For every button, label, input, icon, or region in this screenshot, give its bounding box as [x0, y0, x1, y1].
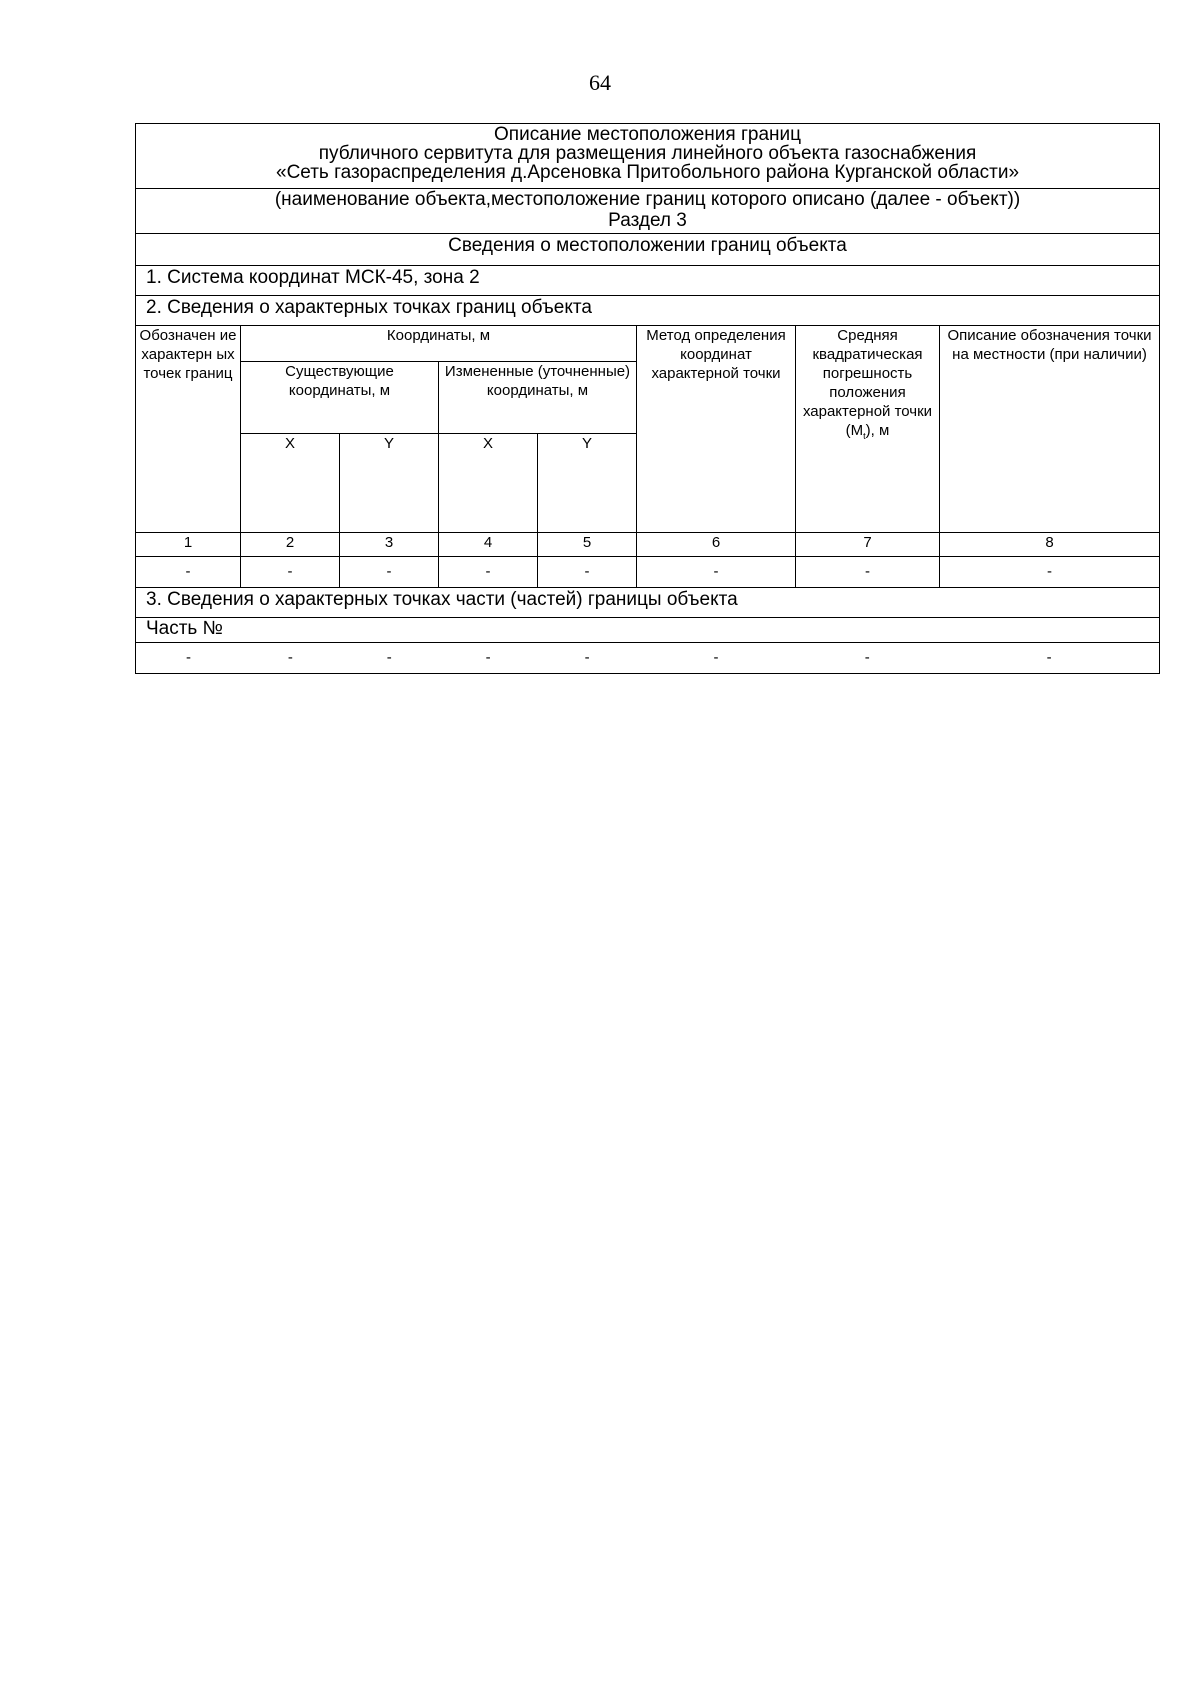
column-numbers-row [136, 533, 1160, 557]
header-changed-y: Y [538, 434, 637, 533]
header-error-text: Средняя квадратическая погрешность положения характерной точки (M [802, 327, 933, 439]
object-name-cell [136, 189, 1160, 234]
header-existing-coords: Существующие координаты, м [241, 362, 439, 434]
title-line-1: Описание местоположения границ [494, 124, 801, 145]
header-method: Метод определения координат характерной точки [637, 326, 796, 533]
column-number: 7 [796, 533, 940, 557]
column-number: 8 [940, 533, 1160, 557]
table-cell: - [241, 557, 340, 588]
column-number: 1 [136, 533, 241, 557]
header-error [796, 326, 940, 533]
table-row [136, 557, 1160, 588]
section-label: Раздел 3 [608, 210, 687, 231]
header-error-sub: t [863, 431, 866, 441]
table-cell: - [136, 557, 241, 588]
parts-cell: - [1046, 649, 1052, 666]
table-cell: - [439, 557, 538, 588]
table-cell: - [538, 557, 637, 588]
title-line-3: «Сеть газораспределения д.Арсеновка Притобольного района Курганской области» [276, 162, 1020, 183]
column-number: 3 [340, 533, 439, 557]
parts-cell: - [287, 649, 293, 666]
part-label: Часть № [136, 618, 1160, 643]
page-number: 64 [589, 70, 611, 95]
parts-cell: - [485, 649, 491, 666]
parts-cell: - [584, 649, 590, 666]
object-note: (наименование объекта,местоположение границ которого описано (далее - объект)) [274, 189, 1021, 210]
parts-heading: 3. Сведения о характерных точках части (частей) границы объекта [136, 588, 1160, 618]
document-title [136, 124, 1160, 189]
coordinate-system: 1. Система координат МСК-45, зона 2 [136, 266, 1160, 296]
header-point-designation: Обозначен ие характерн ых точек границ [136, 326, 241, 533]
section-heading: Сведения о местоположении границ объекта [136, 234, 1160, 266]
header-description: Описание обозначения точки на местности (при наличии) [940, 326, 1160, 533]
header-existing-y: Y [340, 434, 439, 533]
points-heading: 2. Сведения о характерных точках границ объекта [136, 296, 1160, 326]
column-number: 2 [241, 533, 340, 557]
title-line-2: публичного сервитута для размещения линейного объекта газоснабжения [318, 143, 977, 164]
header-changed-coords: Измененные (уточненные) координаты, м [439, 362, 637, 434]
parts-cell: - [185, 649, 191, 666]
column-number: 5 [538, 533, 637, 557]
parts-cell: - [386, 649, 392, 666]
header-error-tail: ), м [865, 422, 890, 439]
header-changed-x: X [439, 434, 538, 533]
parts-cell: - [713, 649, 719, 666]
table-cell: - [796, 557, 940, 588]
parts-cell: - [864, 649, 870, 666]
column-number: 6 [637, 533, 796, 557]
column-number: 4 [439, 533, 538, 557]
header-existing-x: X [241, 434, 340, 533]
table-cell: - [637, 557, 796, 588]
table-cell: - [340, 557, 439, 588]
table-cell: - [940, 557, 1160, 588]
header-coordinates: Координаты, м [241, 326, 637, 362]
parts-row [136, 643, 1160, 674]
boundary-description-table [135, 123, 1160, 674]
